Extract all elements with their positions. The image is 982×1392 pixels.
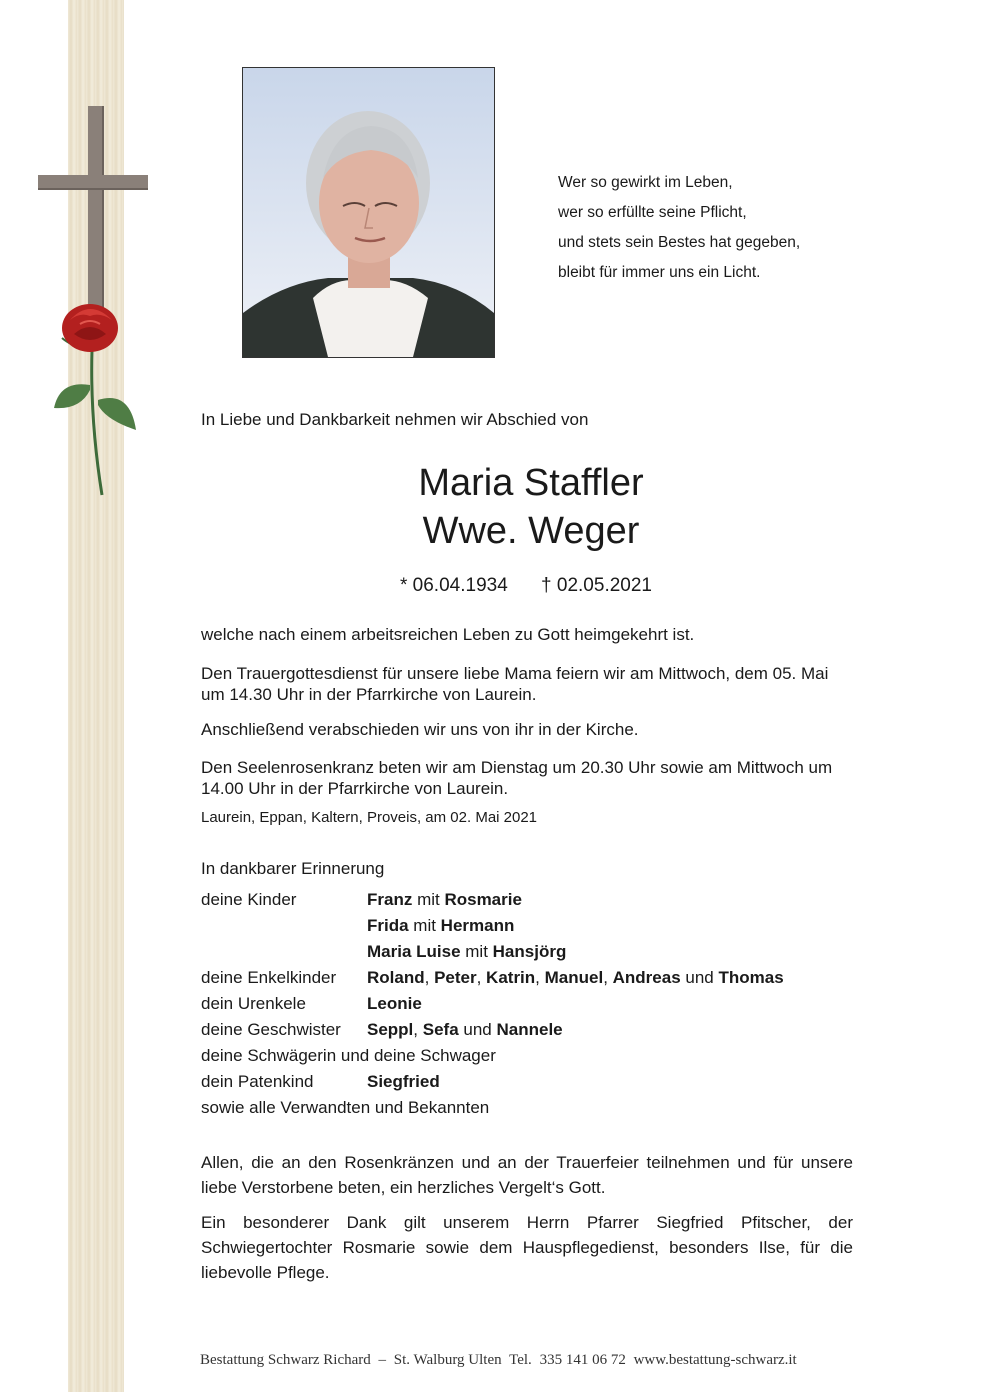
relation-label: deine Enkelkinder (201, 968, 337, 987)
family-name: Maria Luise (367, 942, 461, 961)
family-row: Frida mit Hermann (367, 916, 515, 935)
footer-company: Bestattung Schwarz Richard (200, 1352, 371, 1368)
family-name: Peter (434, 968, 477, 987)
cross-icon-beam (38, 175, 148, 190)
death-date: † 02.05.2021 (541, 575, 652, 596)
portrait-photo (242, 67, 495, 358)
family-name: Thomas (718, 968, 784, 987)
place-and-date: Laurein, Eppan, Kaltern, Proveis, am 02. Mai 2021 (201, 809, 538, 826)
family-name: Roland (367, 968, 425, 987)
family-name: Nannele (496, 1020, 563, 1039)
poem-line: wer so erfüllte seine Pflicht, (558, 204, 747, 221)
family-name: Frida (367, 916, 409, 935)
relation-label: deine Kinder (201, 890, 297, 909)
rose-icon (40, 290, 150, 500)
family-row: deine Geschwister Seppl, Sefa und Nannele (201, 1017, 784, 1043)
relation-label: dein Urenkele (201, 994, 306, 1013)
family-row (201, 991, 784, 1017)
relation-label: sowie alle Verwandten und Bekannten (201, 1098, 490, 1117)
special-thanks-paragraph: Ein besonderer Dank gilt unserem Herrn Pfarrer Siegfried Pfitscher, der Schwiegertochter Rosmarie sowie dem Hauspflegedienst, besonders Ilse, für die liebevolle Pflege. (201, 1213, 853, 1282)
family-name: Sefa (422, 1020, 459, 1039)
family-row: Maria Luise mit Hansjörg (367, 942, 567, 961)
family-row (201, 1095, 784, 1121)
footer-phone: 335 141 06 72 (539, 1352, 626, 1368)
family-name: Rosmarie (444, 890, 522, 909)
cross-icon (88, 106, 104, 316)
life-dates (400, 575, 652, 597)
family-name: Franz (367, 890, 413, 909)
deceased-name: Maria Staffler (418, 462, 644, 504)
text-farewell: Anschließend verabschieden wir uns von ihr in der Kirche. (201, 720, 639, 739)
intro-text: In Liebe und Dankbarkeit nehmen wir Abschied von (201, 410, 589, 429)
remembrance-heading: In dankbarer Erinnerung (201, 859, 385, 878)
family-name: Katrin (486, 968, 536, 987)
family-row (201, 1043, 784, 1069)
relation-label: deine Geschwister (201, 1020, 341, 1039)
family-name: Manuel (544, 968, 604, 987)
relation-label: dein Patenkind (201, 1072, 314, 1091)
footer-imprint: Bestattung Schwarz Richard – St. Walburg Ulten Tel. 335 141 06 72 www.bestattung-schwarz.it (200, 1352, 797, 1368)
family-name: Andreas (612, 968, 681, 987)
family-row: deine Enkelkinder Roland, Peter, Katrin, Manuel, Andreas und Thomas (201, 965, 784, 991)
birth-date: * 06.04.1934 (400, 575, 508, 596)
poem-line: bleibt für immer uns ein Licht. (558, 264, 761, 281)
footer-location: St. Walburg Ulten (393, 1352, 502, 1368)
family-list (201, 887, 784, 1121)
family-name: Leonie (367, 994, 422, 1013)
family-name: Hermann (440, 916, 515, 935)
memorial-poem (558, 168, 800, 288)
family-name: Seppl (367, 1020, 414, 1039)
thanks-paragraph: Allen, die an den Rosenkränzen und an der Trauerfeier teilnehmen und für unsere liebe Verstorbene beten, ein herzliches Vergelt‘s Gott. (201, 1153, 853, 1197)
poem-line: Wer so gewirkt im Leben, (558, 174, 733, 191)
family-name: Hansjörg (492, 942, 567, 961)
poem-line: und stets sein Bestes hat gegeben, (558, 234, 801, 251)
text-returned-home: welche nach einem arbeitsreichen Leben zu Gott heimgekehrt ist. (201, 625, 695, 644)
family-row: deine Kinder Franz mit Rosmarie (201, 887, 784, 913)
relation-label: deine Schwägerin und deine Schwager (201, 1046, 496, 1065)
family-row (201, 1069, 784, 1095)
footer-website: www.bestattung-schwarz.it (633, 1352, 797, 1368)
text-funeral-service: Den Trauergottesdienst für unsere liebe Mama feiern wir am Mittwoch, dem 05. Mai um 14.30 Uhr in der Pfarrkirche von Laurein. (201, 664, 829, 704)
text-rosary: Den Seelenrosenkranz beten wir am Dienstag um 20.30 Uhr sowie am Mittwoch um 14.00 Uhr in der Pfarrkirche von Laurein. (201, 758, 833, 798)
family-name: Siegfried (367, 1072, 440, 1091)
widow-name: Wwe. Weger (422, 510, 640, 552)
